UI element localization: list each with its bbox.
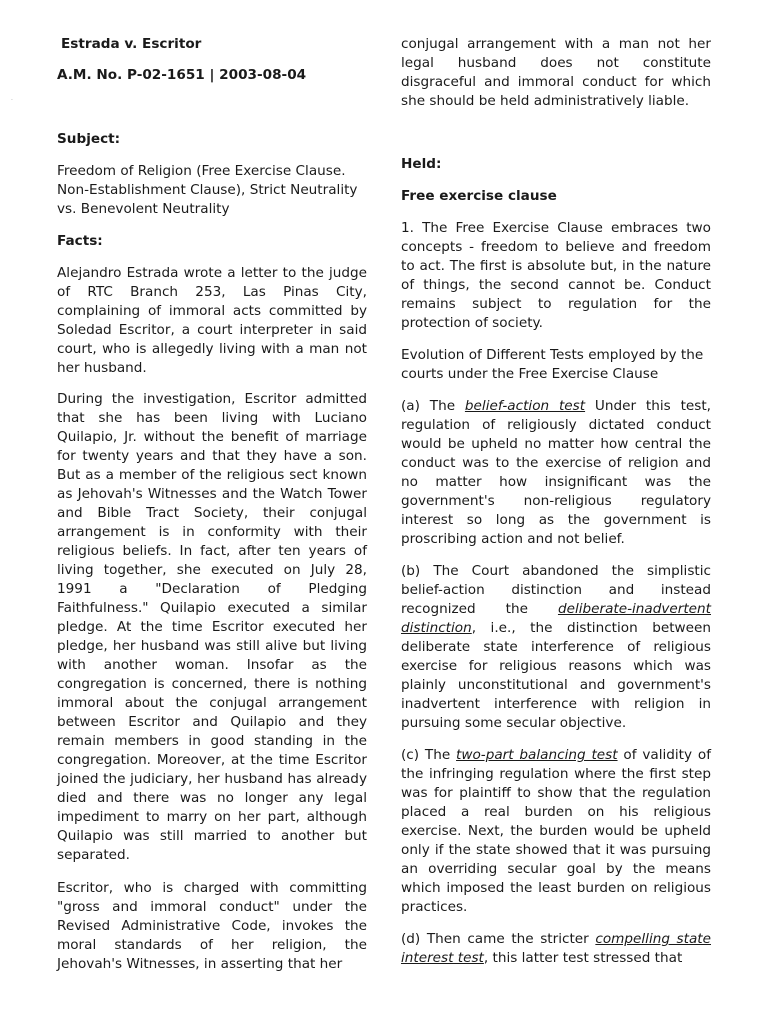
- test-b-text: , i.e., the distinction between deliberate state interference of religious exercise for religious reasons which was plainly unconstitutional and government's inadvertent interference with religion in pursuing some secular objective.: [401, 620, 711, 731]
- facts-heading: Facts:: [57, 233, 103, 249]
- test-b-paragraph: [401, 562, 711, 733]
- test-a-paragraph: [401, 397, 711, 549]
- subject-heading: Subject:: [57, 131, 121, 147]
- free-exercise-heading: Free exercise clause: [401, 188, 557, 204]
- test-a-text: Under this test, regulation of religiously dictated conduct would be upheld no matter how central the conduct was to the exercise of religion and no matter how insignificant was the government's non-religious regulatory interest so long as the government is proscribing action and not belief.: [401, 398, 711, 547]
- test-a-term: belief-action test: [464, 398, 586, 414]
- test-b-prefix: (b) The Court abandoned the simplistic belief-action distinction and instead recognized the: [401, 563, 711, 617]
- held-heading: Held:: [401, 156, 442, 172]
- facts-paragraph-3: Escritor, who is charged with committing "gross and immoral conduct" under the Revised Administrative Code, invokes the moral standards of her religion, the Jehovah's Witnesses, in asserting that her: [57, 880, 367, 972]
- test-d-term: compelling state interest test: [401, 931, 711, 966]
- test-c-term: two-part balancing test: [456, 747, 618, 763]
- test-d-text: , this latter test stressed that: [483, 950, 683, 966]
- test-c-paragraph: [401, 746, 711, 917]
- facts-paragraph-2: During the investigation, Escritor admitted that she has been living with Luciano Quilapio, Jr. without the benefit of marriage for twenty years and that they have a son. But as a member of the religious sect known as Jehovah's Witnesses and the Watch Tower and Bible Tract Society, their conjugal arrangement is in conformity with their religious beliefs. In fact, after ten years of living together, she executed on July 28, 1991 a "Declaration of Pledging Faithfulness." Quilapio executed a similar pledge. At the time Escritor executed her pledge, her husband was still alive but living with another woman. Insofar as the congregation is concerned, there is nothing immoral about the conjugal arrangement between Escritor and Quilapio and they remain members in good standing in the congregation. Moreover, at the time Escritor joined the judiciary, her husband has already died and there was no longer any legal impediment to marry on her part, although Quilapio was still married to another but separated.: [57, 391, 367, 863]
- continuation-paragraph: conjugal arrangement with a man not her legal husband does not constitute disgraceful and immoral conduct for which she should be held administratively liable.: [401, 36, 711, 109]
- test-d-prefix: (d) Then came the stricter: [401, 931, 596, 947]
- point-1-paragraph: 1. The Free Exercise Clause embraces two concepts - freedom to believe and freedom to act. The first is absolute but, in the nature of things, the second cannot be. Conduct remains subject to regulation for the protection of society.: [401, 220, 711, 331]
- facts-paragraph-1: Alejandro Estrada wrote a letter to the judge of RTC Branch 253, Las Pinas City, complaining of immoral acts committed by Soledad Escritor, a court interpreter in said court, who is allegedly living with a man not her husband.: [57, 265, 367, 376]
- evolution-paragraph: Evolution of Different Tests employed by the courts under the Free Exercise Clause: [401, 347, 704, 382]
- case-title: Estrada v. Escritor: [61, 36, 202, 52]
- subject-text: Freedom of Religion (Free Exercise Clause. Non-Establishment Clause), Strict Neutrality vs. Benevolent Neutrality: [57, 163, 358, 217]
- test-c-prefix: (c) The: [401, 747, 457, 763]
- test-c-text: of validity of the infringing regulation where the first step was for plaintiff to show that the regulation placed a real burden on his religious exercise. Next, the burden would be upheld only if the state showed that it was pursuing an overriding secular goal by the means which imposed the least burden on religious practices.: [401, 747, 711, 915]
- test-d-paragraph: [401, 930, 711, 968]
- test-a-prefix: (a) The: [401, 398, 465, 414]
- test-b-term: deliberate-inadvertent distinction: [401, 601, 711, 636]
- stray-mark: ·: [11, 97, 13, 104]
- case-number: A.M. No. P-02-1651 | 2003-08-04: [57, 67, 307, 83]
